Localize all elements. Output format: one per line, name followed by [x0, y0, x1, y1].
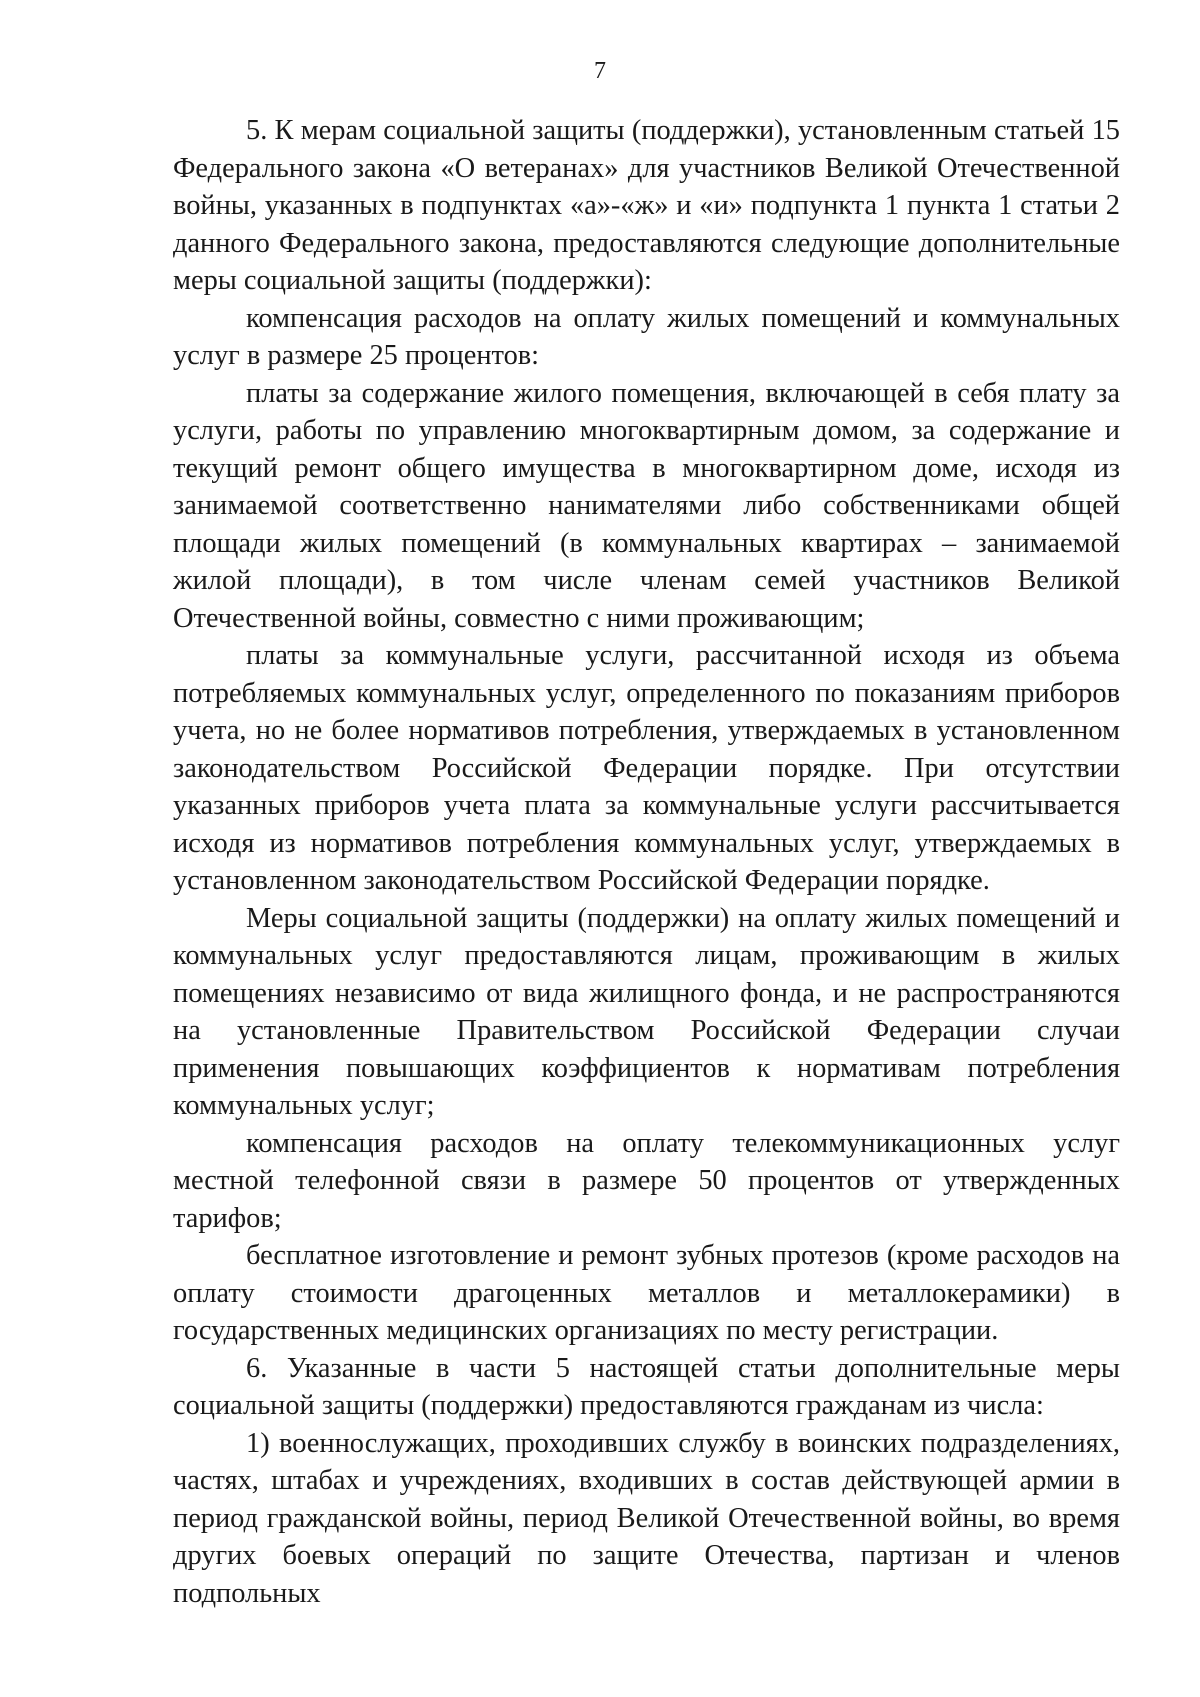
paragraph-telephone-compensation: компенсация расходов на оплату телекоммуникационных услуг местной телефонной связи в размере 50 процентов от утвержденных тарифов;	[173, 1127, 1120, 1234]
document-body	[173, 112, 1120, 1612]
page-number: 7	[594, 58, 606, 84]
paragraph-6-intro: 6. Указанные в части 5 настоящей статьи дополнительные меры социальной защиты (поддержки) предоставляются гражданам из числа:	[173, 1352, 1120, 1421]
paragraph-support-scope: Меры социальной защиты (поддержки) на оплату жилых помещений и коммунальных услуг предоставляются лицам, проживающим в жилых помещениях независимо от вида жилищного фонда, и не распространяются на установленные Правительством Российской Федерации случаи применения повышающих коэффициентов к нормативам потребления коммунальных услуг;	[173, 902, 1120, 1121]
paragraph-5-intro: 5. К мерам социальной защиты (поддержки), установленным статьей 15 Федерального закона «О ветеранах» для участников Великой Отечественной войны, указанных в подпунктах «а»-«ж» и «и» подпункта 1 пункта 1 статьи 2 данного Федерального закона, предоставляются следующие дополнительные меры социальной защиты (поддержки):	[173, 115, 1120, 296]
paragraph-utility-fee: платы за коммунальные услуги, рассчитанной исходя из объема потребляемых коммунальных услуг, определенного по показаниям приборов учета, но не более нормативов потребления, утверждаемых в установленном законодательством Российской Федерации порядке. При отсутствии указанных приборов учета плата за коммунальные услуги рассчитывается исходя из нормативов потребления коммунальных услуг, утверждаемых в установленном законодательством Российской Федерации порядке.	[173, 640, 1120, 896]
paragraph-6-item-1: 1) военнослужащих, проходивших службу в воинских подразделениях, частях, штабах и учреждениях, входивших в состав действующей армии в период гражданской войны, период Великой Отечественной войны, во время других боевых операций по защите Отечества, партизан и членов подпольных	[173, 1427, 1120, 1609]
paragraph-maintenance-fee: платы за содержание жилого помещения, включающей в себя плату за услуги, работы по управлению многоквартирным домом, за содержание и текущий ремонт общего имущества в многоквартирном доме, исходя из занимаемой соответственно нанимателями либо собственниками общей площади жилых помещений (в коммунальных квартирах – занимаемой жилой площади), в том числе членам семей участников Великой Отечественной войны, совместно с ними проживающим;	[173, 377, 1120, 634]
paragraph-housing-compensation: компенсация расходов на оплату жилых помещений и коммунальных услуг в размере 25 процентов:	[173, 302, 1120, 371]
paragraph-dental-prosthetics: бесплатное изготовление и ремонт зубных протезов (кроме расходов на оплату стоимости драгоценных металлов и металлокерамики) в государственных медицинских организациях по месту регистрации.	[173, 1240, 1120, 1346]
